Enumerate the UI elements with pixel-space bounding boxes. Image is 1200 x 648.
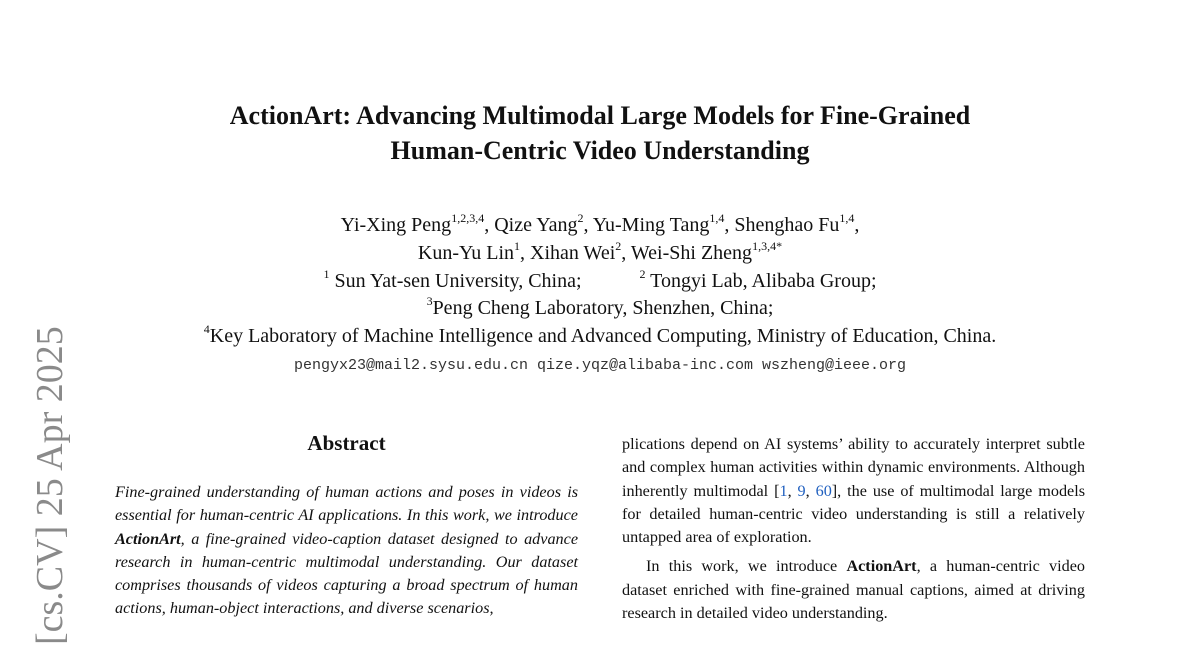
author-separator: , (484, 214, 495, 236)
citation-separator: , (787, 481, 798, 500)
abstract-body (115, 481, 578, 621)
author-separator: , (724, 214, 735, 236)
intro-text: ], the use of multimodal large models for detailed human-centric video understanding is still a relatively untapped area of exploration. (622, 481, 1086, 547)
abstract-text: Fine-grained understanding of human actions and poses in videos is essential for human-centric AI applications. In this work, we introduce (115, 483, 578, 525)
affiliation-line-3 (0, 323, 1200, 350)
affiliation-line-1 (0, 268, 1200, 295)
intro-text: , a human-centric video dataset enriched with fine-grained manual captions, aimed at driving research in detailed video understanding. (622, 557, 1085, 623)
dataset-name: ActionArt (846, 557, 917, 576)
authors-line-2 (0, 240, 1200, 267)
paper-title (0, 98, 1200, 168)
intro-text: plications depend on AI systems’ ability to accurately interpret subtle and complex human activities within dynamic environments. Although inherently multimodal [ (622, 435, 1085, 500)
affiliation-pengcheng: Peng Cheng Laboratory, Shenzhen, China; (432, 297, 774, 319)
author-name: Xihan Wei (530, 242, 616, 264)
title-line-2: Human-Centric Video Understanding (390, 136, 810, 165)
abstract-heading: Abstract (307, 431, 386, 455)
affiliation-number: 3 (426, 294, 433, 308)
author-emails: pengyx23@mail2.sysu.edu.cn qize.yqz@alibaba-inc.com wszheng@ieee.org (293, 357, 907, 374)
author-separator: , (583, 214, 593, 236)
author-separator: , (854, 214, 860, 236)
affiliation-number: 1 (323, 267, 330, 281)
author-affiliation: 2 (615, 239, 622, 253)
author-separator: , (520, 242, 531, 264)
dataset-name: ActionArt (115, 529, 181, 548)
author-affiliation: 2 (577, 211, 584, 225)
author-name: Qize Yang (494, 214, 578, 236)
citation-link[interactable]: 60 (815, 481, 832, 500)
abstract-paragraph (115, 481, 578, 621)
intro-column (622, 433, 1085, 625)
author-separator: , (621, 242, 631, 264)
intro-paragraph-2 (622, 555, 1085, 625)
author-affiliation: 1,2,3,4 (451, 211, 485, 225)
author-name: Kun-Yu Lin (417, 242, 515, 264)
citation-link[interactable]: 9 (797, 481, 806, 500)
author-name: Yu-Ming Tang (592, 214, 710, 236)
arxiv-stamp: [cs.CV] 25 Apr 2025 (29, 326, 71, 645)
author-name: Shenghao Fu (734, 214, 840, 236)
author-affiliation: 1 (514, 239, 521, 253)
affiliation-moe-lab: Key Laboratory of Machine Intelligence and Advanced Computing, Ministry of Education, China. (209, 325, 997, 347)
affiliation-line-2 (0, 295, 1200, 322)
title-line-1: ActionArt: Advancing Multimodal Large Models for Fine-Grained (229, 101, 971, 130)
author-affiliation: 1,4 (709, 211, 725, 225)
affiliation-tongyi: Tongyi Lab, Alibaba Group; (645, 270, 877, 292)
intro-text: In this work, we introduce (646, 557, 847, 576)
intro-paragraph-1 (622, 433, 1085, 549)
citation-separator: , (805, 481, 816, 500)
affiliation-sysu: Sun Yat-sen University, China; (329, 270, 582, 292)
author-affiliation: 1,4 (839, 211, 855, 225)
abstract-text: , a fine-grained video-caption dataset designed to advance research in human-centric multimodal understanding. Our dataset comprises thousands of videos capturing a broad spectrum of human actions, human-object interactions, and diverse scenarios, (115, 529, 578, 618)
affiliation-number: 2 (639, 267, 646, 281)
authors-line-1 (0, 212, 1200, 239)
citation-link[interactable]: 1 (779, 481, 788, 500)
author-name: Yi-Xing Peng (340, 214, 452, 236)
affiliation-number: 4 (203, 322, 210, 336)
author-affiliation: 1,3,4* (752, 239, 783, 253)
author-name: Wei-Shi Zheng (630, 242, 753, 264)
